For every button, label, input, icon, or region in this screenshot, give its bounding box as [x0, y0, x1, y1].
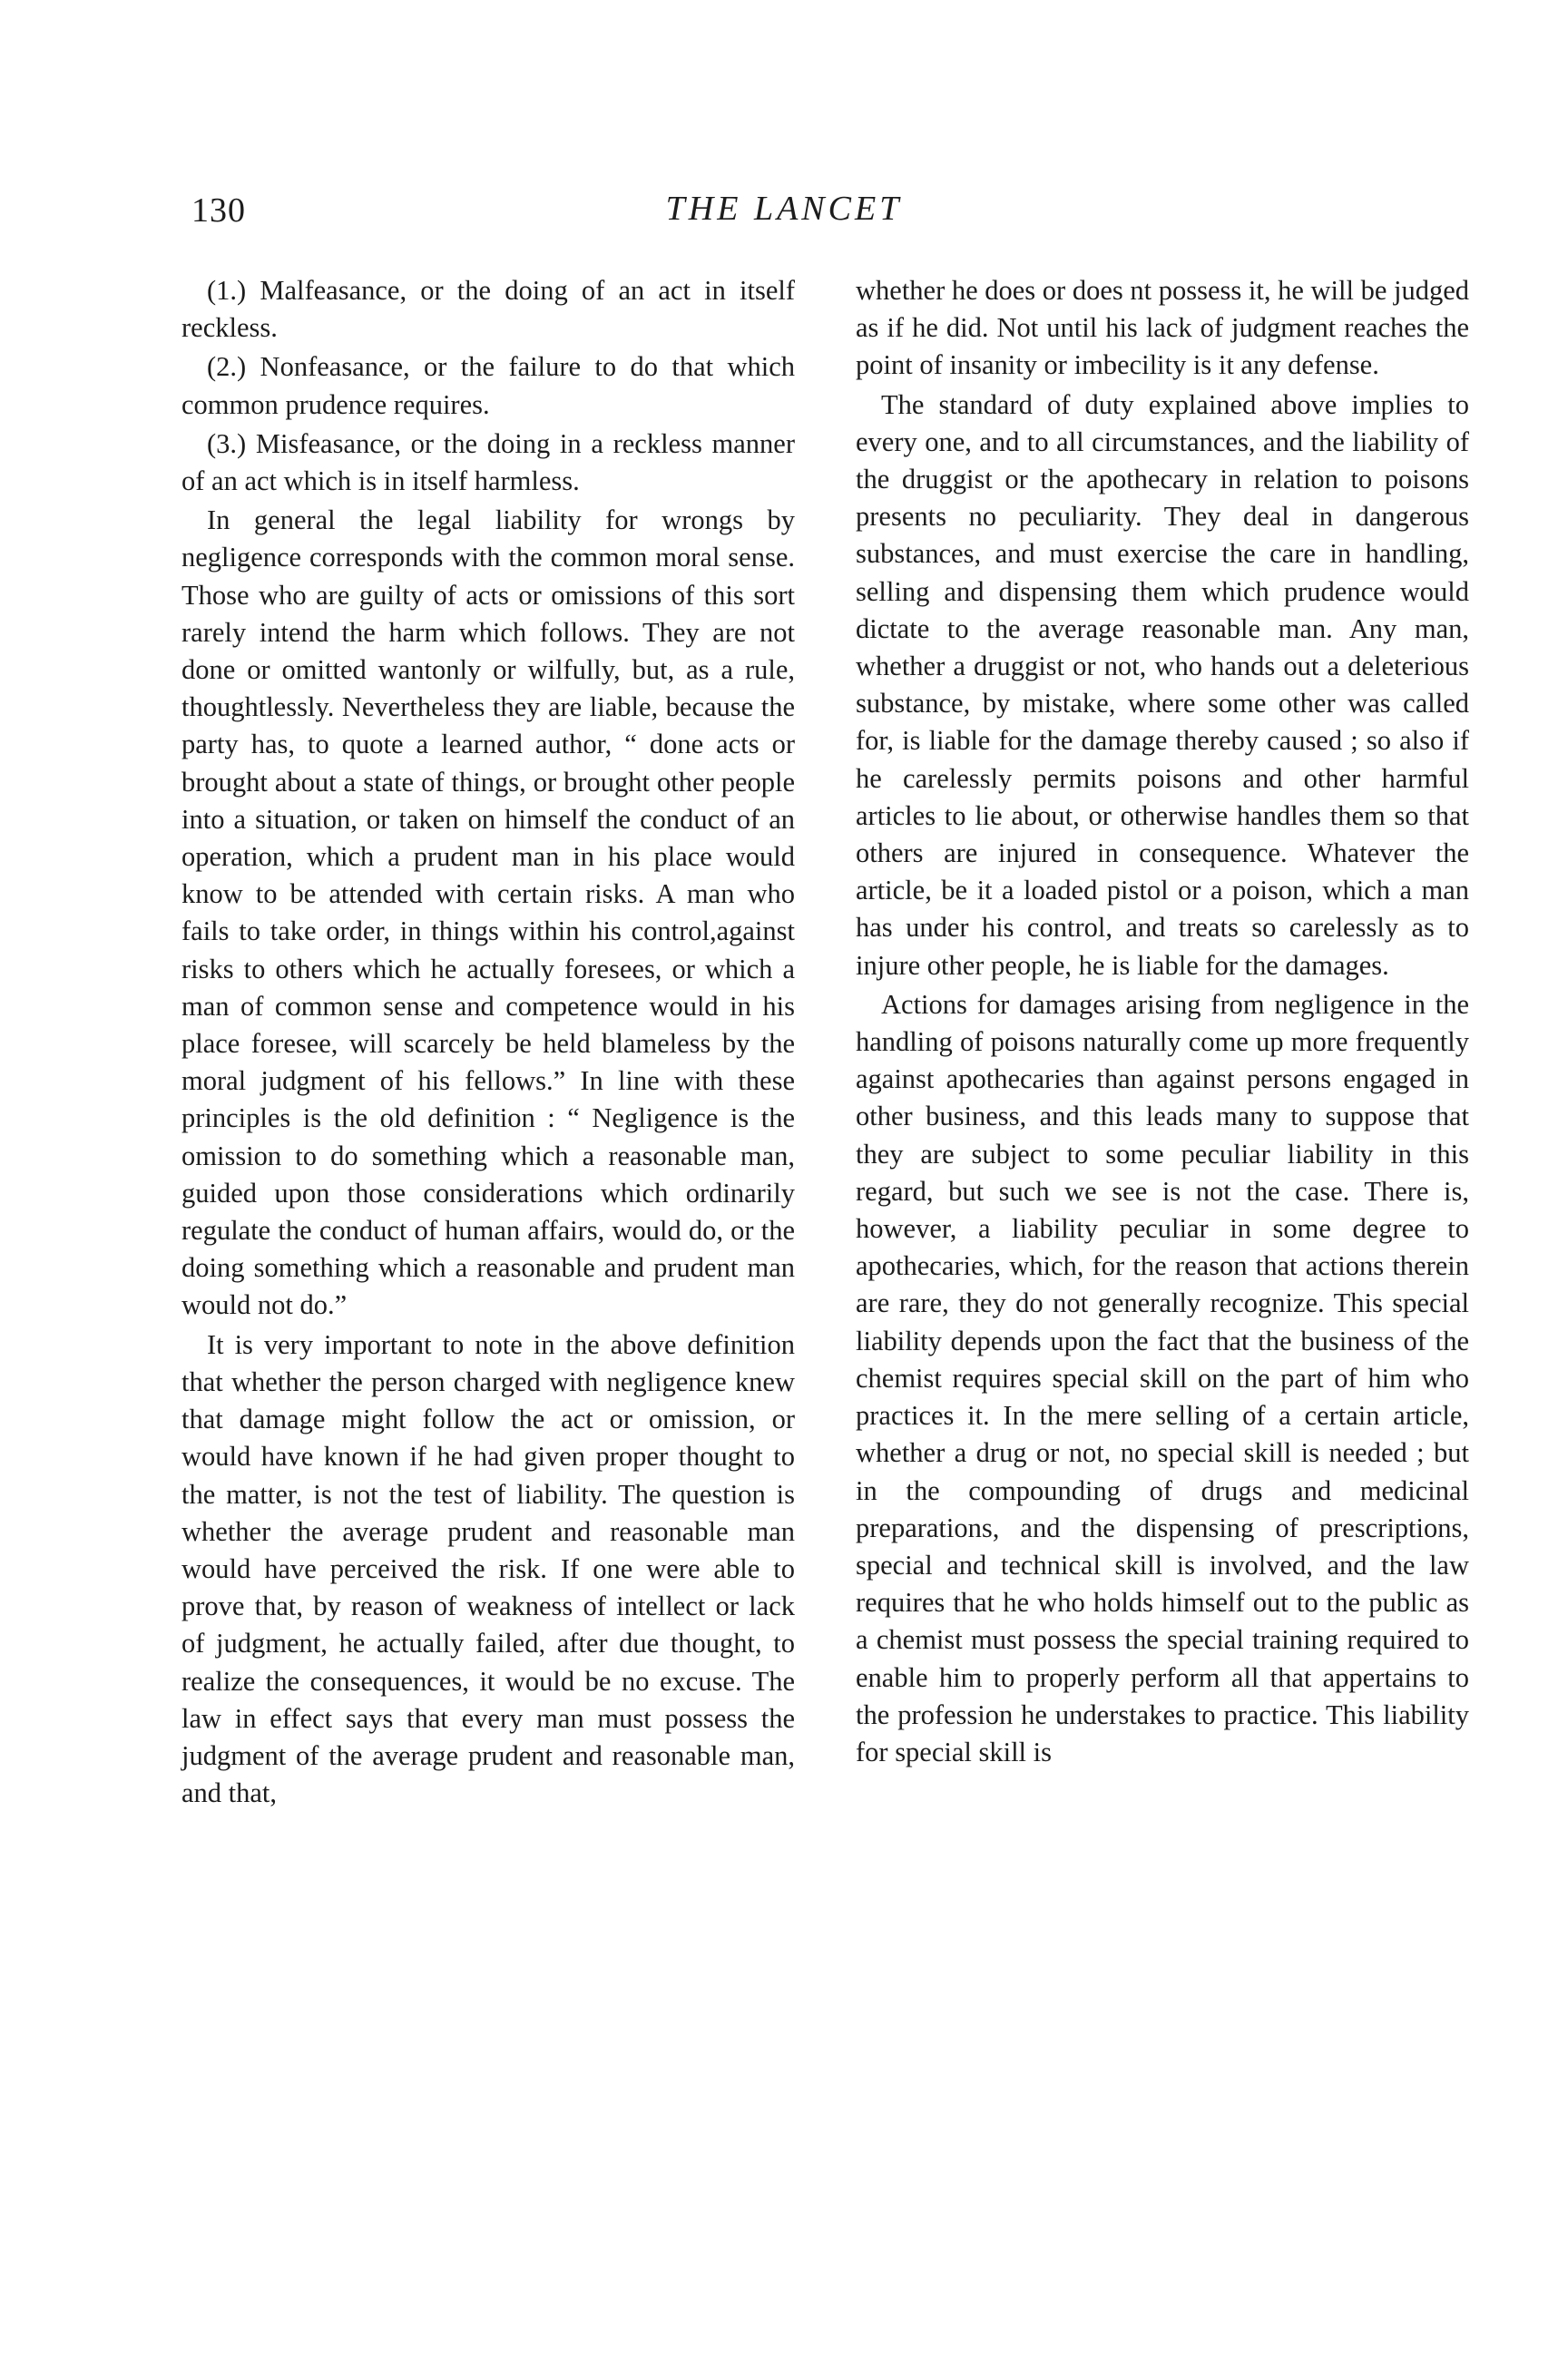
paragraph-definition-note: It is very important to note in the above definition that whether the person charged with negligence knew that damage might follow the act or omission, or would have known if he had given proper thought to the matter, is not the test of liability. The question is whether the average prudent and reasonable man would have perceived the risk. If one were able to prove that, by reason of weakness of intellect or lack of judgment, he actually failed, after due thought, to realize the consequences, it would be no excuse. The law in effect says that every man must possess the judgment of the average prudent and reasonable man, and that, [181, 1328, 795, 1809]
paragraph-legal-liability: In general the legal liability for wrongs by negligence corresponds with the common moral sense. Those who are guilty of acts or omissions of this sort rarely intend the harm which follows. They are not done or omitted wantonly or wilfully, but, as a rule, thoughtlessly. Nevertheless they are liable, because the party has, to quote a learned author, “ done acts or brought about a state of things, or brought other people into a situation, or taken on himself the conduct of an operation, which a prudent man in his place would know to be attended with certain risks. A man who fails to take order, in things within his control,against risks to others which he actually foresees, or which a man of common sense and competence would in his place foresee, will scarcely be held blameless by the moral judgment of his fellows.” In line with these principles is the old definition : “ Negligence is the omission to do something which a reasonable man, guided upon those considerations which ordinarily regulate the conduct of human affairs, would do, or the doing something which a reasonable and prudent man would not do.” [181, 504, 795, 1321]
paragraph-actions-for-damages: Actions for damages arising from negligence in the handling of poisons naturally come up more frequently against apothecaries than against persons engaged in other business, and this leads many to suppose that they are subject to some peculiar liability in this regard, but such we see is not the case. There is, however, a liability peculiar in some degree to apothecaries, which, for the reason that actions therein are rare, they do not generally recognize. This special liability depends upon the fact that the business of the chemist requires special skill on the part of him who practices it. In the mere selling of a certain article, whether a drug or not, no special skill is needed ; but in the compounding of drugs and medicinal preparations, and the dispensing of prescriptions, special and technical skill is involved, and the law requires that he who holds himself out to the public as a chemist must possess the special training required to enable him to properly perform all that appertains to the profession he understakes to practice. This liability for special skill is [856, 988, 1469, 1767]
running-head-title: THE LANCET [665, 190, 903, 228]
right-column [856, 272, 1469, 1773]
page-number: 130 [191, 191, 246, 230]
paragraph-misfeasance: (3.) Misfeasance, or the doing in a reckless manner of an act which is in itself harmless. [181, 427, 795, 497]
paragraph-malfeasance: (1.) Malfeasance, or the doing of an act in itself reckless. [181, 275, 795, 344]
left-column [181, 272, 795, 1814]
paragraph-standard-of-duty: The standard of duty explained above implies to every one, and to all circumstances, and the liability of the druggist or the apothecary in relation to poisons presents no peculiarity. They deal in dangerous substances, and must exercise the care in handling, selling and dispensing them which prudence would dictate to the average reasonable man. Any man, whether a druggist or not, who hands out a deleterious substance, by mistake, where some other was called for, is liable for the damage thereby caused ; so also if he carelessly permits poisons and other harmful articles to lie about, or otherwise handles them so that others are injured in consequence. Whatever the article, be it a loaded pistol or a poison, which a man has under his control, and treats so carelessly as to injure other people, he is liable for the damages. [856, 388, 1469, 981]
paragraph-nonfeasance: (2.) Nonfeasance, or the failure to do that which common prudence requires. [181, 351, 795, 420]
paragraph-continued: whether he does or does nt possess it, he will be judged as if he did. Not until his lack of judgment reaches the point of insanity or imbecility is it any defense. [856, 275, 1469, 381]
